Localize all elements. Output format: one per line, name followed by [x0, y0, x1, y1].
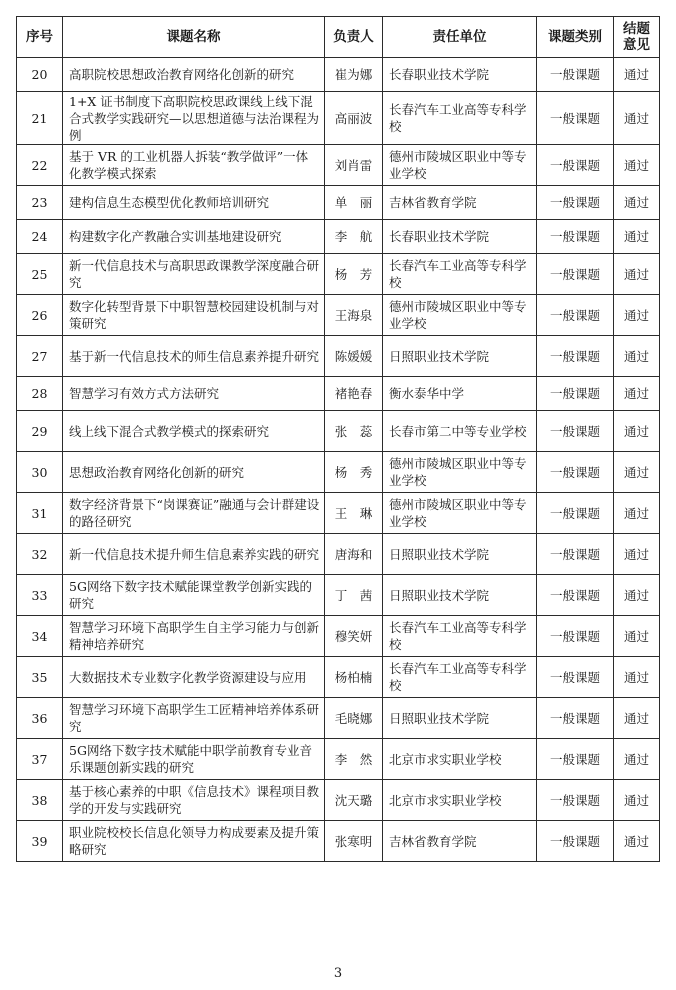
cell-opinion: 通过 [614, 254, 660, 295]
cell-seq: 33 [17, 575, 63, 616]
cell-title: 思想政治教育网络化创新的研究 [63, 452, 325, 493]
cell-unit: 吉林省教育学院 [383, 821, 537, 862]
cell-title: 基于核心素养的中职《信息技术》课程项目教学的开发与实践研究 [63, 780, 325, 821]
table-row [17, 377, 660, 411]
cell-category: 一般课题 [537, 145, 614, 186]
table-row [17, 534, 660, 575]
cell-title: 数字经济背景下“岗课赛证”融通与会计群建设的路径研究 [63, 493, 325, 534]
cell-seq: 21 [17, 92, 63, 145]
cell-title: 智慧学习有效方式方法研究 [63, 377, 325, 411]
cell-seq: 22 [17, 145, 63, 186]
cell-seq: 25 [17, 254, 63, 295]
project-table-container [16, 16, 660, 862]
cell-seq: 24 [17, 220, 63, 254]
cell-category: 一般课题 [537, 821, 614, 862]
cell-category: 一般课题 [537, 377, 614, 411]
cell-seq: 27 [17, 336, 63, 377]
header-seq: 序号 [17, 17, 63, 58]
cell-title: 新一代信息技术与高职思政课教学深度融合研究 [63, 254, 325, 295]
cell-opinion: 通过 [614, 411, 660, 452]
table-row [17, 739, 660, 780]
cell-opinion: 通过 [614, 780, 660, 821]
cell-lead: 刘肖雷 [325, 145, 383, 186]
cell-seq: 37 [17, 739, 63, 780]
cell-unit: 长春职业技术学院 [383, 220, 537, 254]
table-row [17, 616, 660, 657]
cell-seq: 36 [17, 698, 63, 739]
cell-category: 一般课题 [537, 254, 614, 295]
cell-opinion: 通过 [614, 534, 660, 575]
cell-unit: 北京市求实职业学校 [383, 739, 537, 780]
cell-category: 一般课题 [537, 534, 614, 575]
cell-lead: 王海泉 [325, 295, 383, 336]
table-row [17, 575, 660, 616]
header-title: 课题名称 [63, 17, 325, 58]
cell-lead: 单 丽 [325, 186, 383, 220]
cell-lead: 李 然 [325, 739, 383, 780]
cell-unit: 长春职业技术学院 [383, 58, 537, 92]
cell-unit: 德州市陵城区职业中等专业学校 [383, 493, 537, 534]
cell-opinion: 通过 [614, 452, 660, 493]
cell-lead: 陈媛媛 [325, 336, 383, 377]
cell-unit: 长春市第二中等专业学校 [383, 411, 537, 452]
cell-lead: 褚艳春 [325, 377, 383, 411]
table-row [17, 493, 660, 534]
cell-lead: 杨 芳 [325, 254, 383, 295]
cell-lead: 穆笑妍 [325, 616, 383, 657]
cell-title: 基于新一代信息技术的师生信息素养提升研究 [63, 336, 325, 377]
cell-seq: 38 [17, 780, 63, 821]
cell-seq: 28 [17, 377, 63, 411]
cell-category: 一般课题 [537, 452, 614, 493]
cell-seq: 26 [17, 295, 63, 336]
cell-unit: 日照职业技术学院 [383, 534, 537, 575]
table-row [17, 780, 660, 821]
cell-unit: 衡水泰华中学 [383, 377, 537, 411]
header-lead: 负责人 [325, 17, 383, 58]
cell-title: 构建数字化产教融合实训基地建设研究 [63, 220, 325, 254]
cell-category: 一般课题 [537, 92, 614, 145]
cell-opinion: 通过 [614, 336, 660, 377]
cell-unit: 北京市求实职业学校 [383, 780, 537, 821]
cell-category: 一般课题 [537, 657, 614, 698]
table-row [17, 254, 660, 295]
table-row [17, 657, 660, 698]
cell-opinion: 通过 [614, 698, 660, 739]
cell-unit: 日照职业技术学院 [383, 698, 537, 739]
cell-opinion: 通过 [614, 575, 660, 616]
cell-lead: 张寒明 [325, 821, 383, 862]
cell-category: 一般课题 [537, 295, 614, 336]
project-table [16, 16, 660, 862]
cell-category: 一般课题 [537, 739, 614, 780]
table-row [17, 821, 660, 862]
cell-opinion: 通过 [614, 493, 660, 534]
cell-title: 5G网络下数字技术赋能课堂教学创新实践的研究 [63, 575, 325, 616]
cell-category: 一般课题 [537, 411, 614, 452]
cell-opinion: 通过 [614, 739, 660, 780]
cell-title: 智慧学习环境下高职学生工匠精神培养体系研究 [63, 698, 325, 739]
cell-opinion: 通过 [614, 295, 660, 336]
cell-seq: 29 [17, 411, 63, 452]
table-row [17, 411, 660, 452]
cell-category: 一般课题 [537, 780, 614, 821]
cell-lead: 崔为娜 [325, 58, 383, 92]
cell-lead: 李 航 [325, 220, 383, 254]
cell-title: 基于 VR 的工业机器人拆装“教学做评”一体化教学模式探索 [63, 145, 325, 186]
cell-lead: 毛晓娜 [325, 698, 383, 739]
header-unit: 责任单位 [383, 17, 537, 58]
cell-opinion: 通过 [614, 220, 660, 254]
cell-category: 一般课题 [537, 336, 614, 377]
cell-category: 一般课题 [537, 616, 614, 657]
table-row [17, 220, 660, 254]
cell-title: 5G网络下数字技术赋能中职学前教育专业音乐课题创新实践的研究 [63, 739, 325, 780]
header-category: 课题类别 [537, 17, 614, 58]
header-opinion: 结题意见 [614, 17, 660, 58]
table-row [17, 698, 660, 739]
cell-opinion: 通过 [614, 377, 660, 411]
cell-lead: 丁 茜 [325, 575, 383, 616]
cell-unit: 德州市陵城区职业中等专业学校 [383, 295, 537, 336]
cell-lead: 张 蕊 [325, 411, 383, 452]
cell-seq: 35 [17, 657, 63, 698]
table-row [17, 336, 660, 377]
table-row [17, 58, 660, 92]
cell-unit: 日照职业技术学院 [383, 575, 537, 616]
cell-opinion: 通过 [614, 186, 660, 220]
cell-seq: 30 [17, 452, 63, 493]
cell-unit: 德州市陵城区职业中等专业学校 [383, 452, 537, 493]
cell-lead: 高丽波 [325, 92, 383, 145]
cell-title: 高职院校思想政治教育网络化创新的研究 [63, 58, 325, 92]
cell-seq: 23 [17, 186, 63, 220]
cell-unit: 长春汽车工业高等专科学校 [383, 616, 537, 657]
cell-title: 职业院校校长信息化领导力构成要素及提升策略研究 [63, 821, 325, 862]
cell-lead: 王 琳 [325, 493, 383, 534]
cell-opinion: 通过 [614, 821, 660, 862]
cell-seq: 34 [17, 616, 63, 657]
cell-opinion: 通过 [614, 145, 660, 186]
cell-title: 1+X 证书制度下高职院校思政课线上线下混合式教学实践研究—以思想道德与法治课程为例 [63, 92, 325, 145]
cell-title: 建构信息生态模型优化教师培训研究 [63, 186, 325, 220]
table-row [17, 186, 660, 220]
cell-unit: 长春汽车工业高等专科学校 [383, 657, 537, 698]
cell-lead: 杨 秀 [325, 452, 383, 493]
cell-title: 新一代信息技术提升师生信息素养实践的研究 [63, 534, 325, 575]
cell-unit: 德州市陵城区职业中等专业学校 [383, 145, 537, 186]
cell-title: 线上线下混合式教学模式的探索研究 [63, 411, 325, 452]
cell-opinion: 通过 [614, 616, 660, 657]
table-header-row [17, 17, 660, 58]
cell-seq: 32 [17, 534, 63, 575]
cell-opinion: 通过 [614, 92, 660, 145]
cell-opinion: 通过 [614, 657, 660, 698]
table-row [17, 145, 660, 186]
cell-title: 大数据技术专业数字化教学资源建设与应用 [63, 657, 325, 698]
cell-category: 一般课题 [537, 575, 614, 616]
cell-category: 一般课题 [537, 698, 614, 739]
cell-lead: 沈天璐 [325, 780, 383, 821]
cell-title: 智慧学习环境下高职学生自主学习能力与创新精神培养研究 [63, 616, 325, 657]
cell-unit: 长春汽车工业高等专科学校 [383, 92, 537, 145]
cell-category: 一般课题 [537, 58, 614, 92]
cell-seq: 31 [17, 493, 63, 534]
cell-seq: 39 [17, 821, 63, 862]
cell-category: 一般课题 [537, 186, 614, 220]
cell-lead: 杨柏楠 [325, 657, 383, 698]
table-row [17, 295, 660, 336]
cell-seq: 20 [17, 58, 63, 92]
cell-unit: 吉林省教育学院 [383, 186, 537, 220]
table-row [17, 92, 660, 145]
cell-category: 一般课题 [537, 493, 614, 534]
table-row [17, 452, 660, 493]
cell-unit: 日照职业技术学院 [383, 336, 537, 377]
cell-unit: 长春汽车工业高等专科学校 [383, 254, 537, 295]
cell-title: 数字化转型背景下中职智慧校园建设机制与对策研究 [63, 295, 325, 336]
cell-lead: 唐海和 [325, 534, 383, 575]
cell-opinion: 通过 [614, 58, 660, 92]
page-number: 3 [333, 966, 343, 981]
cell-category: 一般课题 [537, 220, 614, 254]
